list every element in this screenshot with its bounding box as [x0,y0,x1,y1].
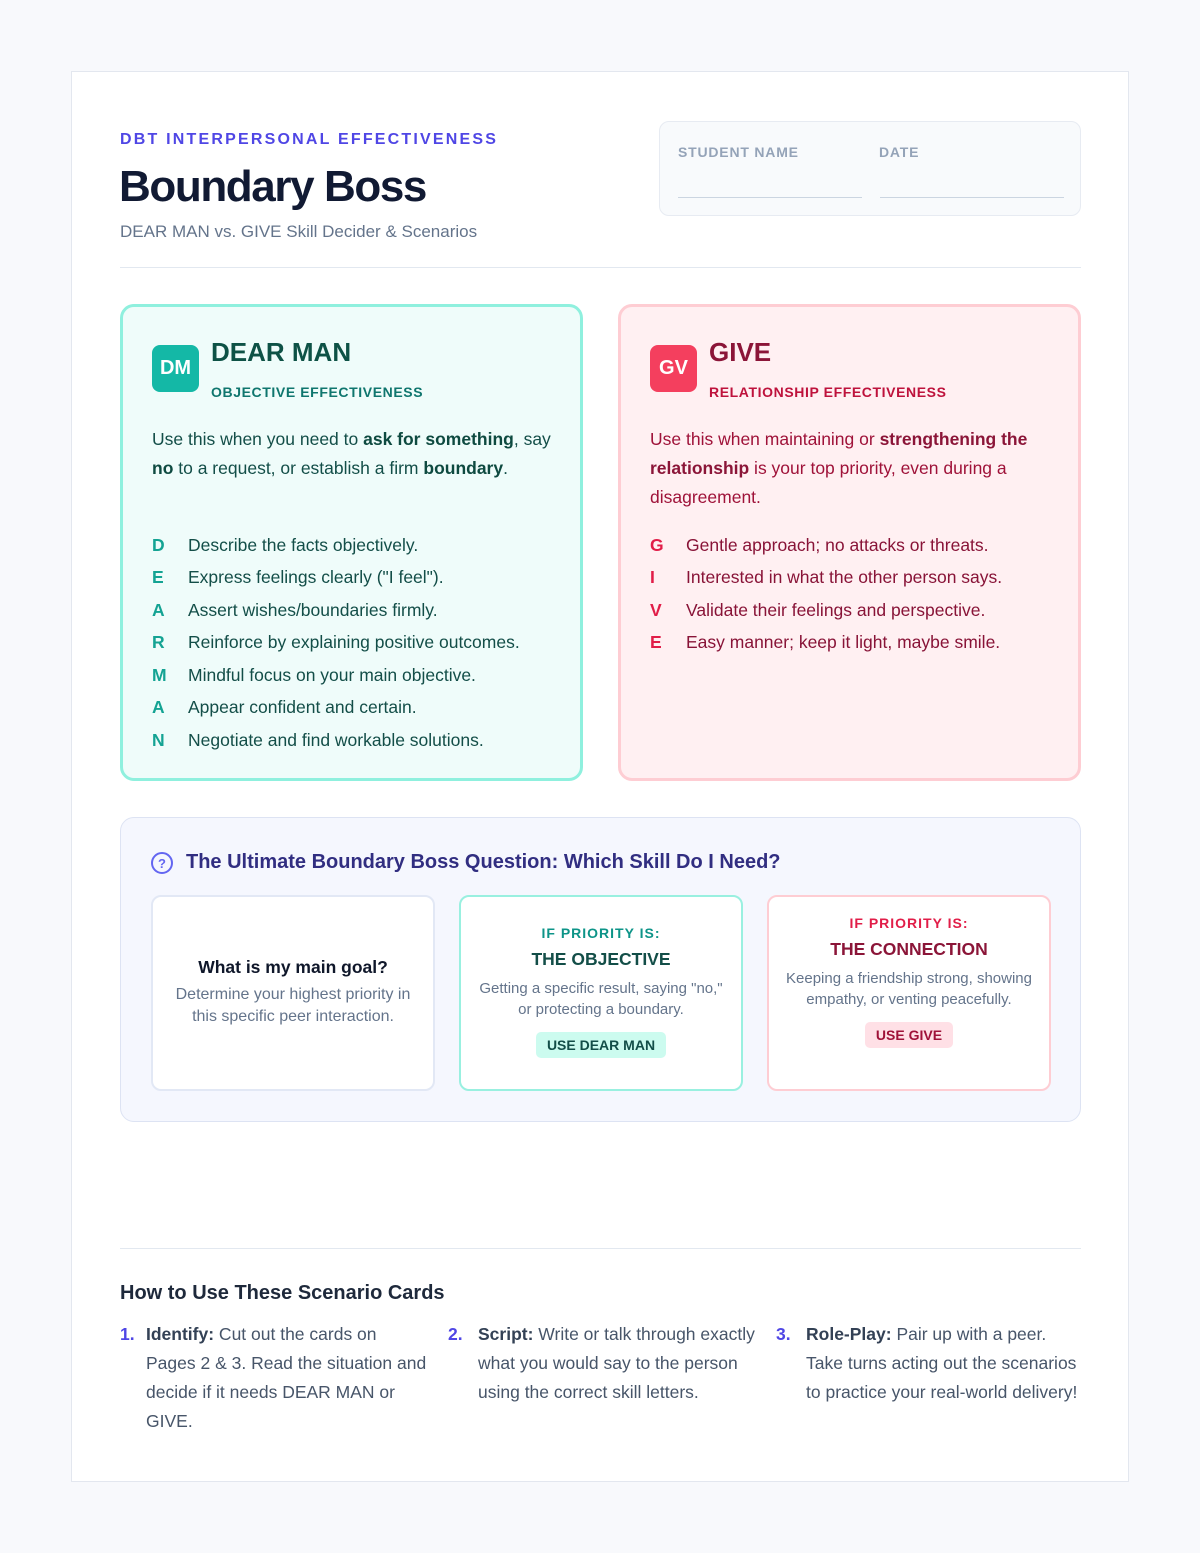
connection-body: Keeping a friendship strong, showing empathy, or venting peacefully. [786,970,1032,1008]
connection-heading: THE CONNECTION [830,939,988,959]
list-item: V Validate their feelings and perspective. [650,599,986,620]
list-item: E Easy manner; keep it light, maybe smile. [650,632,1001,653]
page-subtitle: DEAR MAN vs. GIVE Skill Decider & Scenarios [120,222,478,241]
date-field[interactable] [880,197,1064,198]
goal-heading: What is my main goal? [198,957,388,977]
give-badge: GV [650,345,697,392]
list-item: A Assert wishes/boundaries firmly. [152,599,438,620]
dear-man-description: Use this when you need to ask for something, say no to a request, or establish a firm boundary. [152,429,551,478]
list-item: 3. Role-Play: Pair up with a peer. Take turns acting out the scenarios to practice your real-world delivery! [776,1324,1078,1402]
list-item: E Express feelings clearly ("I feel"). [152,567,444,588]
goal-body: Determine your highest priority in this specific peer interaction. [175,986,411,1025]
list-item: N Negotiate and find workable solutions. [152,729,484,750]
give-acronym-list [650,529,1070,659]
use-give-badge: USE GIVE [865,1022,953,1048]
list-item: R Reinforce by explaining positive outcomes. [152,632,520,653]
list-item: 2. Script: Write or talk through exactly what you would say to the person using the correct skill letters. [448,1324,755,1402]
page-title: Boundary Boss [119,162,426,211]
list-item: A Appear confident and certain. [152,697,417,718]
skill-decider-panel [120,817,1081,1122]
list-item: G Gentle approach; no attacks or threats. [650,534,989,555]
dear-man-badge: DM [152,345,199,392]
list-item: 1. Identify: Cut out the cards on Pages 2 & 3. Read the situation and decide if it needs DEAR MAN or GIVE. [120,1324,427,1431]
howto-title: How to Use These Scenario Cards [120,1282,445,1304]
student-name-label: STUDENT NAME [678,144,799,160]
dear-man-card [120,304,583,781]
give-subtitle: RELATIONSHIP EFFECTIVENESS [709,384,947,400]
dear-man-title: DEAR MAN [211,337,352,367]
list-item: M Mindful focus on your main objective. [152,664,476,685]
student-name-field[interactable] [678,197,862,198]
eyebrow-label: DBT INTERPERSONAL EFFECTIVENESS [120,131,499,148]
objective-card [459,895,743,1091]
list-item: I Interested in what the other person says. [650,567,1003,588]
objective-body: Getting a specific result, saying "no," or protecting a boundary. [479,980,723,1018]
give-title: GIVE [709,337,772,367]
use-dear-man-badge: USE DEAR MAN [536,1032,666,1058]
dear-man-subtitle: OBJECTIVE EFFECTIVENESS [211,384,424,400]
objective-eyebrow: IF PRIORITY IS: [541,925,661,941]
howto-divider [120,1248,1081,1249]
student-info-box [659,121,1081,216]
decider-title: The Ultimate Boundary Boss Question: Which Skill Do I Need? [186,851,781,873]
worksheet-page [71,71,1129,1482]
header-divider [120,267,1081,268]
connection-card [767,895,1051,1091]
dear-man-acronym-list [152,529,572,757]
give-card [618,304,1081,781]
give-description: Use this when maintaining or strengthening the relationship is your top priority, even during a disagreement. [650,429,1028,507]
objective-heading: THE OBJECTIVE [531,949,671,969]
date-label: DATE [879,144,920,160]
list-item: D Describe the facts objectively. [152,534,419,555]
question-circle-icon: ? [151,852,173,874]
connection-eyebrow: IF PRIORITY IS: [849,915,969,931]
main-goal-card [151,895,435,1091]
